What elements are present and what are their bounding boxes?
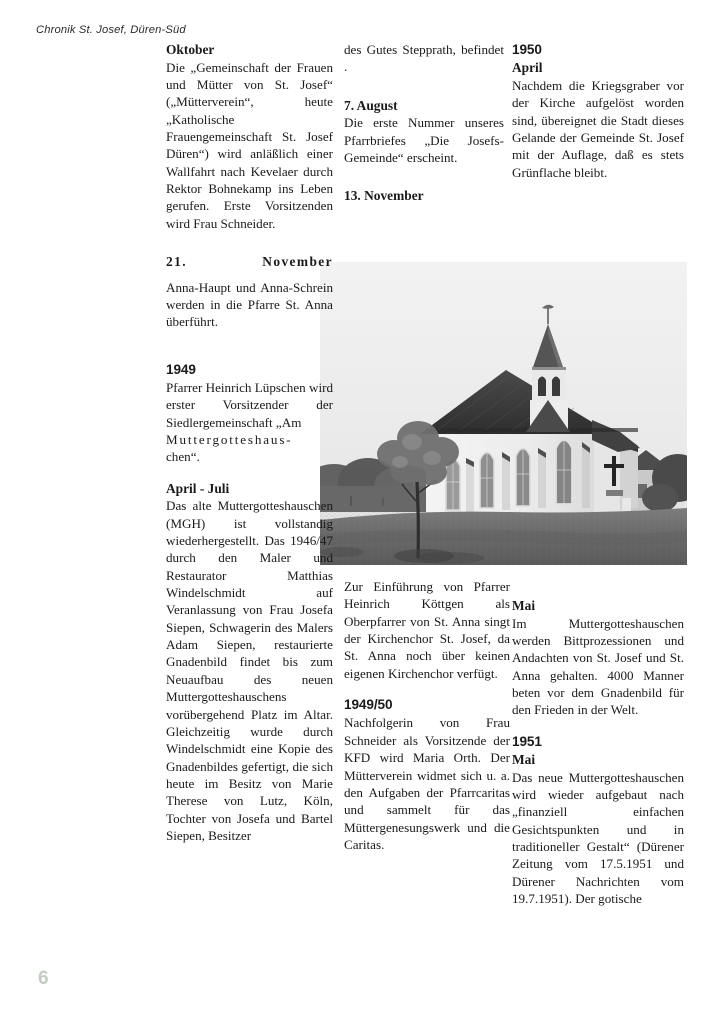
paragraph-1949-50: Nachfolgerin von Frau Schneider als Vorsitzende der KFD wird Maria Orth. Der Mütterverein widmet sich u. a. den Aufgaben der Pfarrcaritas und sammelt für das Müttergenesungswerk und die Caritas. [344,715,510,852]
heading-1949-50: 1949/50 [344,697,393,713]
heading-1950: 1950 [512,42,542,57]
spacer [344,682,510,696]
heading-mai-1950: Mai [512,598,536,613]
paragraph-koettgen: Zur Einführung von Pfarrer Heinrich Köttgen als Oberpfarrer von St. Anna singt der Kirchenchor St. Josef, da St. Anna noch über keinen eigenen Kirchenchor verfügt. [344,579,510,681]
paragraph-oktober: Die „Gemeinschaft der Frauen und Mütter von St. Josef“ („Mütterverein“, heute „Katholische Frauengemeinschaft St. Josef Düren“) wird anläßlich einer Wallfahrt nach Kevelaer durch Rektor Bohnekamp ins Leben gerufen. Erste Vorsitzenden wird Frau Schneider. [166,59,333,231]
paragraph-1949-part1: Pfarrer Heinrich Lüpschen wird erster Vorsitzender der Siedlergemeinschaft „Am [166,380,333,430]
paragraph-mai-1950: Im Muttergotteshauschen werden Bittprozessionen und Andachten von St. Josef und St. Anna gehalten. 4000 Manner beten vor dem Gnadenbild für den Frieden in der Welt. [512,615,684,718]
subheading-april: April [512,60,543,76]
paragraph-7-august: Die erste Nummer unseres Pfarrbriefes „Die Josefs-Gemeinde“ erscheint. [344,115,504,165]
subheading-mai-1951: Mai [512,752,536,768]
paragraph-1951-mai: Das neue Muttergotteshauschen wird wieder aufgebaut nach „finanziell einfachen Gesichtspunkten und in traditioneller Gestalt“ (Dürener Zeitung vom 17.5.1951 und Dürener Nachrichten vom 19.7.1951). Der gotische [512,769,684,907]
spacer [166,271,333,279]
text-column-3-lower [512,597,684,907]
text-column-2-upper [344,41,504,205]
spacer [512,719,684,733]
spacer [344,76,504,97]
spacer [166,232,333,253]
page-number: 6 [38,968,49,989]
heading-13-november: 13. November [344,188,424,204]
heading-oktober: Oktober [166,42,215,57]
spacer [344,166,504,187]
heading-1951: 1951 [512,733,542,749]
paragraph-1949-part3: chen“. [166,449,200,465]
paragraph-1949-part2: Muttergotteshaus- [166,432,293,448]
paragraph-april-juli: Das alte Muttergotteshauschen (MGH) ist vollstandig wiederhergestellt. Das 1946/47 durch den Maler und Restaurator Matthias Windelschmidt auf Veranlassung von Frau Josefa Siepen, Schwagerin des Malers Adam Siepen, restaurierte Gnadenbild findet bis zum Neuaufbau des neuen Muttergotteshauschens vorübergehend Platz im Altar. Gleichzeitig wurde durch Windelschmidt eine Kopie des Gnadenbildes gefertigt, die sich heute im Besitz von Marie Therese von Lutz, Köln, Tochter von Josefa und Bartel Siepen, Besitzer [166,498,333,843]
heading-7-august: 7. August [344,97,398,113]
heading-april-juli: April - Juli [166,480,230,496]
text-column-1 [166,41,333,844]
running-header-title: Chronik St. Josef, Düren-Süd [36,24,186,36]
spacer [166,466,333,480]
heading-21-november: 21. November [166,254,333,270]
chapel-photo-graphic [320,262,687,565]
text-column-3-upper [512,41,684,181]
text-column-2-lower [344,578,510,853]
paragraph-21-november: Anna-Haupt und Anna-Schrein werden in die Pfarre St. Anna überführt. [166,279,333,330]
paragraph-stepprath-continuation: des Gutes Stepprath, befindet . [344,42,504,75]
chapel-photograph [320,262,687,565]
paragraph-1950-april: Nachdem die Kriegsgraber vor der Kirche aufgelöst worden sind, übereignet die Stadt dieses Gelande der Gemeinde St. Josef mit der Auflage, daß es stets Grünflache bleibt. [512,78,684,180]
spacer [166,331,333,361]
heading-1949: 1949 [166,361,196,377]
